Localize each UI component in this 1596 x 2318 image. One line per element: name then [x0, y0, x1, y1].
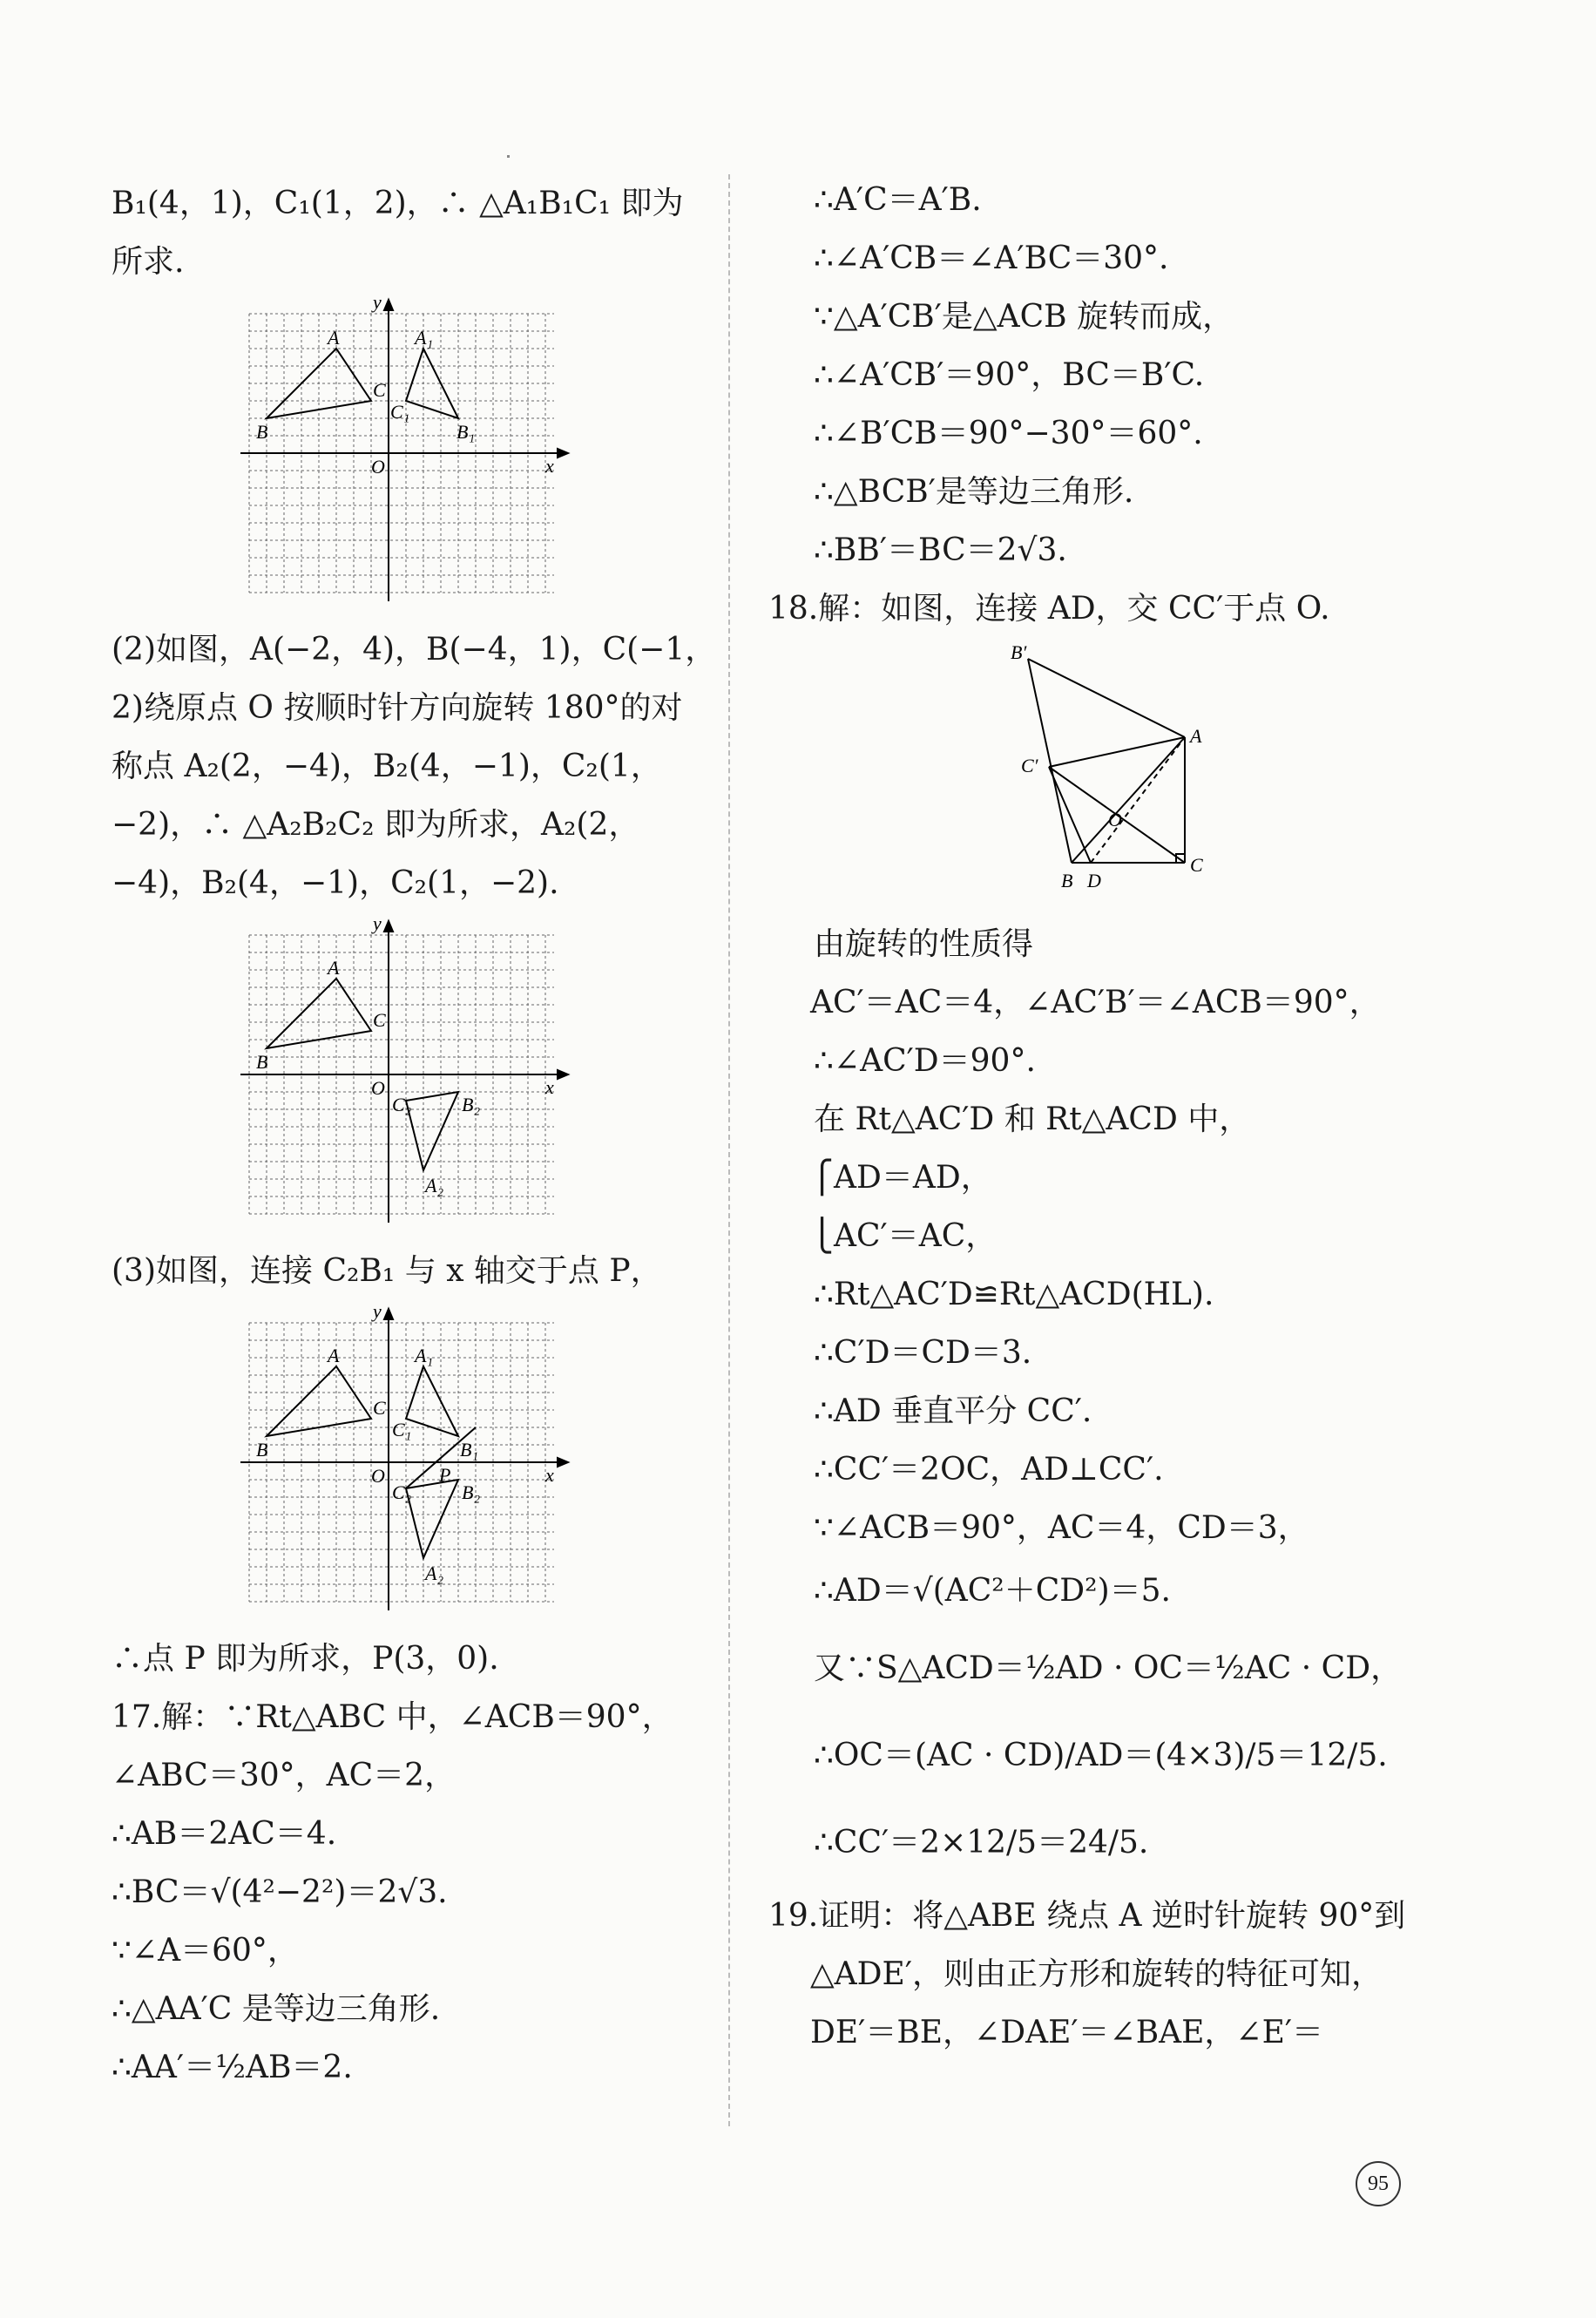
- left-line: ∴AA′＝½AB＝2.: [112, 2050, 353, 2085]
- fig2-point-a: A: [328, 957, 340, 979]
- fig3-point-p: P: [439, 1464, 451, 1486]
- column-divider: [728, 174, 730, 2126]
- figure-2-coordinate-grid: [240, 918, 571, 1231]
- fig3-point-a1: A₁: [415, 1345, 434, 1366]
- figure-1-svg: [240, 296, 571, 610]
- figure-3-coordinate-grid: [240, 1305, 571, 1619]
- fig3-point-c1: C₁: [392, 1419, 412, 1440]
- fig3-point-a2: A₂: [425, 1562, 444, 1584]
- right-line: ∴CC′＝2×12/5＝24/5.: [814, 1825, 1149, 1860]
- left-line: 2)绕原点 O 按顺时针方向旋转 180°的对: [112, 690, 683, 726]
- right-line: 18.解：如图，连接 AD，交 CC′于点 O.: [768, 591, 1330, 627]
- figure-3-svg: [240, 1305, 571, 1619]
- left-line: −2)，∴ △A₂B₂C₂ 即为所求，A₂(2，: [112, 807, 640, 843]
- fig2-point-b: B: [256, 1051, 268, 1073]
- fig1-point-c: C: [373, 379, 386, 401]
- fig2-point-c2: C₂: [392, 1094, 412, 1115]
- left-line: 所求.: [112, 244, 185, 280]
- right-line: AC′＝AC＝4，∠AC′B′＝∠ACB＝90°，: [810, 985, 1381, 1020]
- right-line: ⎩AC′＝AC，: [810, 1218, 998, 1254]
- right-line: 在 Rt△AC′D 和 Rt△ACD 中，: [814, 1101, 1251, 1137]
- fig4-point-c-prime: C′: [1021, 755, 1038, 776]
- fig3-y-label: y: [373, 1305, 382, 1322]
- fig1-x-label: x: [545, 455, 554, 477]
- left-line: ∴AB＝2AC＝4.: [112, 1816, 337, 1852]
- decorative-dot: [507, 155, 510, 158]
- left-line: ∵∠A＝60°，: [112, 1933, 299, 1969]
- fig3-point-b: B: [256, 1439, 268, 1461]
- right-line: ∴C′D＝CD＝3.: [814, 1335, 1032, 1371]
- fig3-point-b1: B₁: [460, 1439, 479, 1461]
- fig3-point-c2: C₂: [392, 1481, 412, 1503]
- fig1-point-b1: B₁: [456, 421, 476, 443]
- fig4-point-d: D: [1087, 870, 1101, 891]
- figure-2-svg: [240, 918, 571, 1231]
- right-line: ∴AD＝√(AC²＋CD²)＝5.: [814, 1573, 1171, 1609]
- figure-4-geometry: [1004, 643, 1282, 905]
- fig3-point-a: A: [328, 1345, 340, 1366]
- right-line: ∴∠A′CB′＝90°，BC＝B′C.: [814, 357, 1205, 393]
- figure-4-svg: [1004, 643, 1282, 905]
- fig2-point-c: C: [373, 1009, 386, 1031]
- fig1-point-a1: A₁: [415, 327, 434, 349]
- right-line: ∴△BCB′是等边三角形.: [814, 474, 1134, 510]
- left-line: ∴△AA′C 是等边三角形.: [112, 1991, 441, 2027]
- right-line: 19.证明：将△ABE 绕点 A 逆时针旋转 90°到: [768, 1898, 1406, 1934]
- right-line: ∴A′C＝A′B.: [814, 182, 982, 218]
- fig4-point-c: C: [1190, 854, 1203, 876]
- left-line: (2)如图，A(−2，4)，B(−4，1)，C(−1，: [112, 632, 717, 668]
- left-line: ∴点 P 即为所求，P(3，0).: [112, 1641, 499, 1677]
- right-line: ⎧AD＝AD，: [810, 1160, 992, 1196]
- right-line: ∴Rt△AC′D≌Rt△ACD(HL).: [814, 1277, 1214, 1312]
- fig3-point-c: C: [373, 1397, 386, 1419]
- fig2-point-b2: B₂: [462, 1094, 481, 1115]
- left-line: −4)，B₂(4，−1)，C₂(1，−2).: [112, 865, 559, 901]
- page-number: 95: [1356, 2161, 1401, 2206]
- fig3-point-b2: B₂: [462, 1481, 481, 1503]
- fig4-point-b: B: [1061, 870, 1073, 891]
- fig1-origin-label: O: [371, 456, 385, 478]
- fig4-point-a: A: [1190, 725, 1202, 747]
- right-line: △ADE′，则由正方形和旋转的特征可知，: [810, 1956, 1383, 1992]
- left-line: (3)如图，连接 C₂B₁ 与 x 轴交于点 P，: [112, 1253, 662, 1289]
- right-line: 又∵S△ACD＝½AD · OC＝½AC · CD，: [814, 1650, 1403, 1686]
- fig4-point-o: O: [1108, 809, 1122, 830]
- fig3-x-label: x: [545, 1464, 554, 1486]
- fig2-x-label: x: [545, 1076, 554, 1098]
- right-line: ∴OC＝(AC · CD)/AD＝(4×3)/5＝12/5.: [814, 1738, 1388, 1773]
- left-line: ∴BC＝√(4²−2²)＝2√3.: [112, 1874, 448, 1910]
- fig2-y-label: y: [373, 918, 382, 934]
- right-line: ∵∠ACB＝90°，AC＝4，CD＝3，: [814, 1510, 1309, 1546]
- right-line: ∴CC′＝2OC，AD⊥CC′.: [814, 1452, 1164, 1488]
- right-line: 由旋转的性质得: [814, 926, 1034, 962]
- right-line: DE′＝BE，∠DAE′＝∠BAE，∠E′＝: [810, 2015, 1324, 2050]
- fig1-point-a: A: [328, 327, 340, 349]
- fig2-origin-label: O: [371, 1077, 385, 1099]
- left-line: B₁(4，1)，C₁(1，2)，∴ △A₁B₁C₁ 即为: [112, 186, 684, 221]
- right-line: ∴∠AC′D＝90°.: [814, 1043, 1036, 1079]
- fig1-point-c1: C₁: [390, 401, 410, 423]
- right-line: ∴∠A′CB＝∠A′BC＝30°.: [814, 241, 1169, 276]
- fig1-y-label: y: [373, 296, 382, 313]
- right-line: ∴BB′＝BC＝2√3.: [814, 532, 1067, 568]
- right-line: ∴∠B′CB＝90°−30°＝60°.: [814, 416, 1203, 451]
- left-line: ∠ABC＝30°，AC＝2，: [112, 1758, 456, 1793]
- right-line: ∴AD 垂直平分 CC′.: [814, 1393, 1092, 1429]
- fig3-origin-label: O: [371, 1465, 385, 1487]
- left-column: [112, 174, 717, 2097]
- left-line: 称点 A₂(2，−4)，B₂(4，−1)，C₂(1，: [112, 749, 662, 784]
- right-column: [768, 171, 1413, 2062]
- right-line: ∵△A′CB′是△ACB 旋转而成，: [814, 299, 1234, 335]
- fig4-point-b-prime: B′: [1011, 643, 1027, 663]
- figure-1-coordinate-grid: [240, 296, 571, 610]
- fig1-point-b: B: [256, 421, 268, 443]
- left-line: 17.解：∵Rt△ABC 中，∠ACB＝90°，: [112, 1699, 673, 1735]
- fig2-point-a2: A₂: [425, 1175, 444, 1196]
